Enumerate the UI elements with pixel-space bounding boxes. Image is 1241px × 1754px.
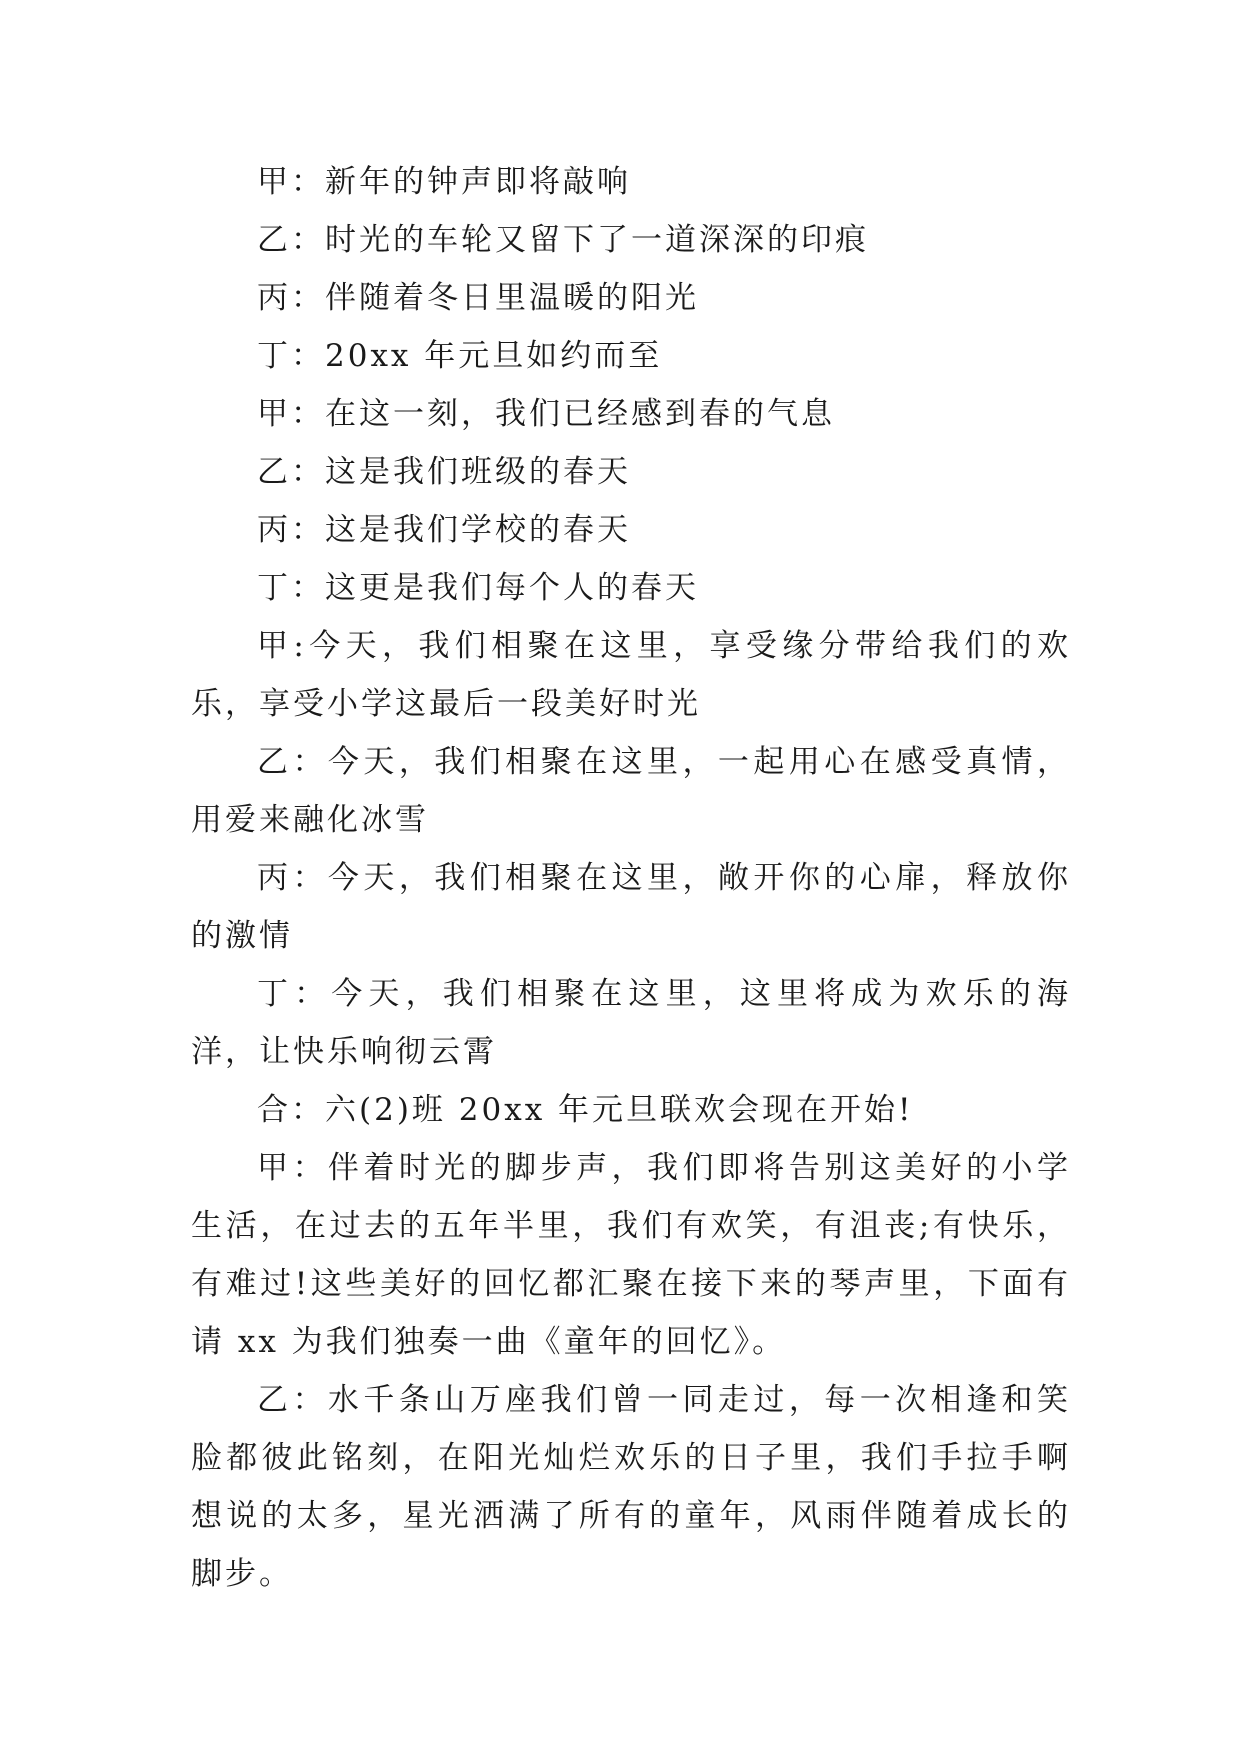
paragraph-10: 乙：今天，我们相聚在这里，一起用心在感受真情，用爱来融化冰雪 [191,744,1071,838]
paragraph-15: 乙：水千条山万座我们曾一同走过，每一次相逢和笑脸都彼此铭刻，在阳光灿烂欢乐的日子里，我们手拉手啊想说的太多，星光洒满了所有的童年，风雨伴随着成长的脚步。 [191,1382,1071,1592]
paragraph-3: 丙：伴随着冬日里温暖的阳光 [257,280,699,316]
paragraph-2: 乙：时光的车轮又留下了一道深深的印痕 [257,222,869,258]
paragraph-13: 合：六(2)班 20xx 年元旦联欢会现在开始! [257,1092,914,1128]
paragraph-6: 乙：这是我们班级的春天 [257,454,631,490]
paragraph-9: 甲:今天，我们相聚在这里，享受缘分带给我们的欢乐，享受小学这最后一段美好时光 [191,628,1071,722]
paragraph-8: 丁：这更是我们每个人的春天 [257,570,699,606]
paragraph-5: 甲：在这一刻，我们已经感到春的气息 [257,396,835,432]
paragraph-14: 甲：伴着时光的脚步声，我们即将告别这美好的小学生活，在过去的五年半里，我们有欢笑，有沮丧;有快乐，有难过!这些美好的回忆都汇聚在接下来的琴声里，下面有请 xx 为我们独奏一曲《童年的回忆》。 [191,1150,1071,1360]
paragraph-7: 丙：这是我们学校的春天 [257,512,631,548]
paragraph-4: 丁：20xx 年元旦如约而至 [257,338,663,374]
paragraph-12: 丁：今天，我们相聚在这里，这里将成为欢乐的海洋，让快乐响彻云霄 [191,976,1071,1070]
paragraph-1: 甲：新年的钟声即将敲响 [257,164,631,200]
paragraph-11: 丙：今天，我们相聚在这里，敞开你的心扉，释放你的激情 [191,860,1071,954]
document-body [191,153,1071,1603]
